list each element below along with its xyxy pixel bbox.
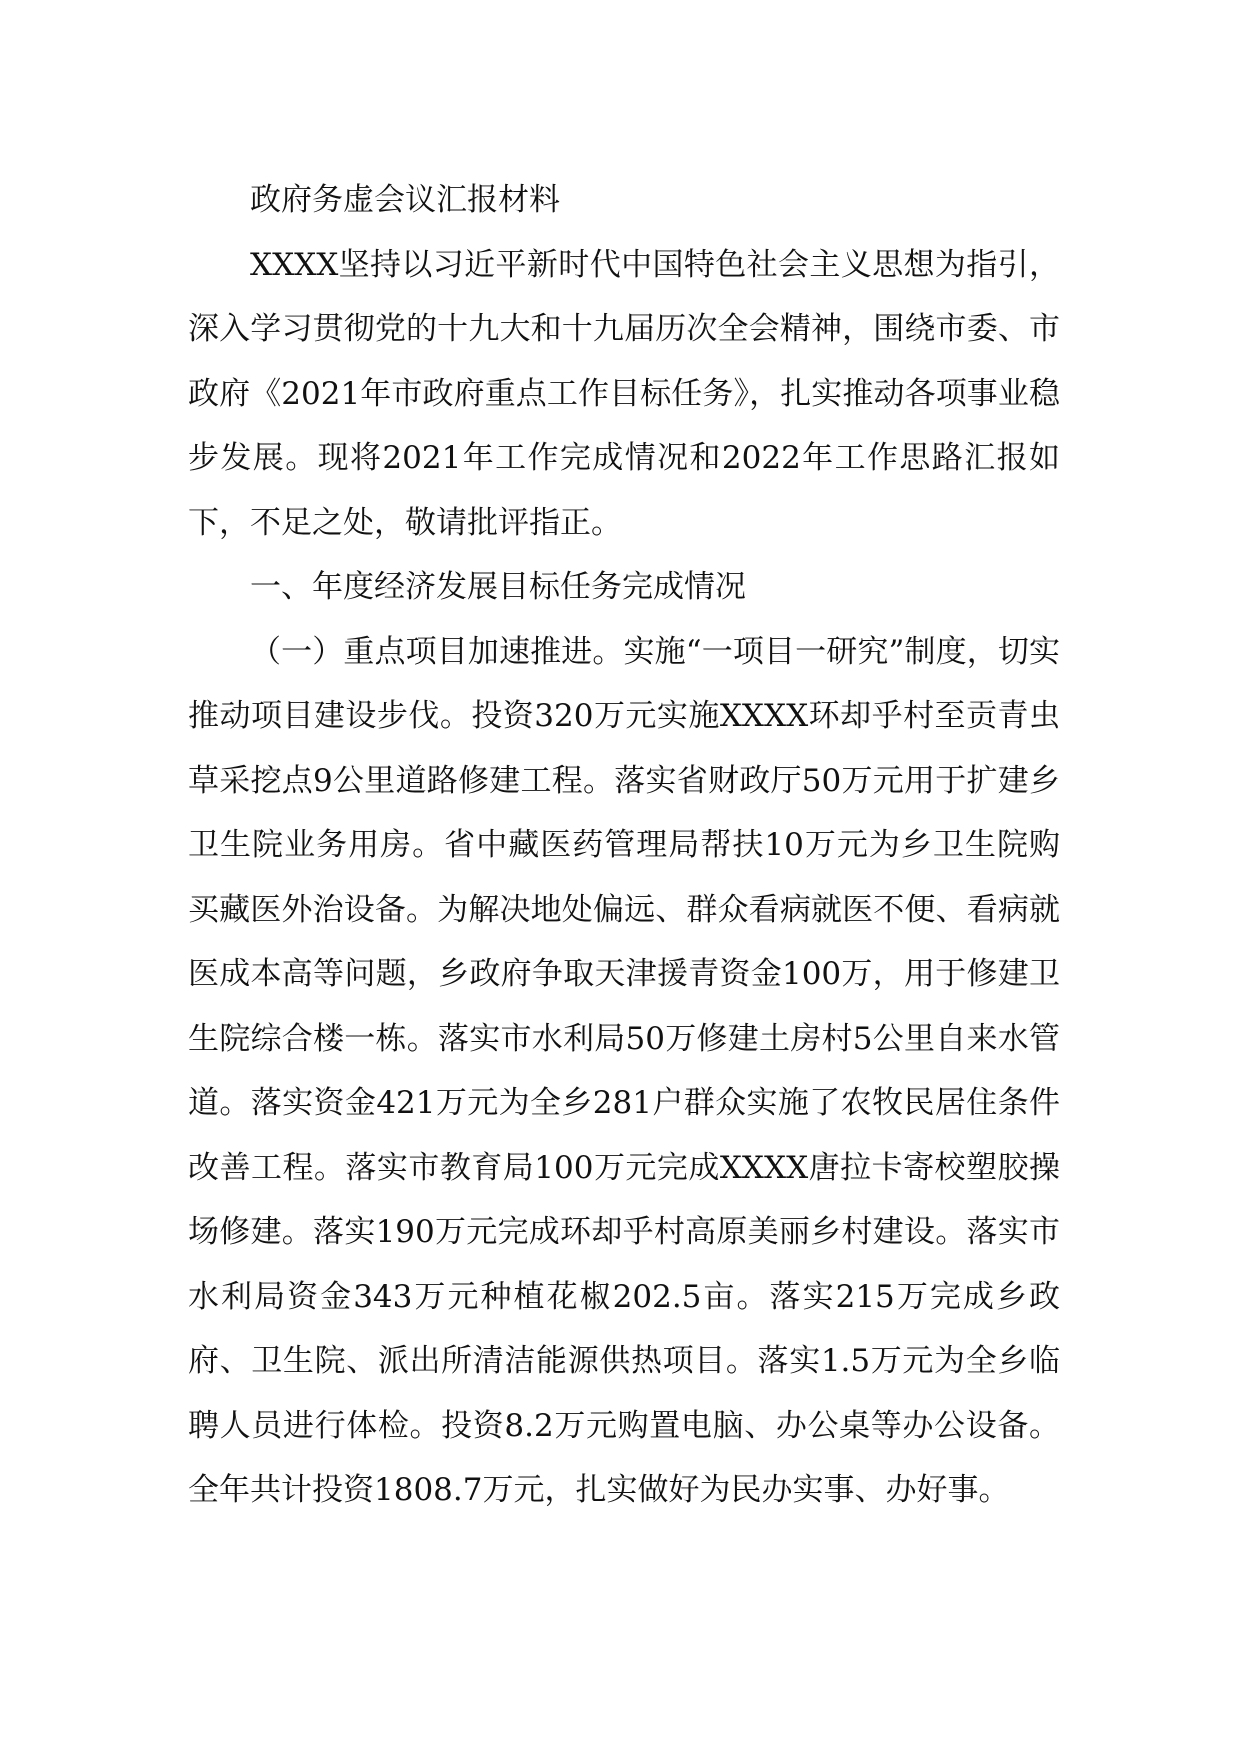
document-body [188,168,1060,1523]
section-heading: 一、年度经济发展目标任务完成情况 [250,569,746,605]
paragraph-key-projects: （一）重点项目加速推进。实施“一项目一研究”制度，切实推动项目建设步伐。投资320万元实施XXXX环却乎村至贡青虫草采挖点9公里道路修建工程。落实省财政厅50万元用于扩建乡卫生院业务用房。省中藏医药管理局帮扶10万元为乡卫生院购买藏医外治设备。为解决地处偏远、群众看病就医不便、看病就医成本高等问题，乡政府争取天津援青资金100万，用于修建卫生院综合楼一栋。落实市水利局50万修建土房村5公里自来水管道。落实资金421万元为全乡281户群众实施了农牧民居住条件改善工程。落实市教育局100万元完成XXXX唐拉卡寄校塑胶操场修建。落实190万元完成环却乎村高原美丽乡村建设。落实市水利局资金343万元种植花椒202.5亩。落实215万完成乡政府、卫生院、派出所清洁能源供热项目。落实1.5万元为全乡临聘人员进行体检。投资8.2万元购置电脑、办公桌等办公设备。全年共计投资1808.7万元，扎实做好为民办实事、办好事。 [188,633,1060,1508]
document-title: 政府务虚会议汇报材料 [250,182,560,218]
paragraph-intro: XXXX坚持以习近平新时代中国特色社会主义思想为指引，深入学习贯彻党的十九大和十九届历次全会精神，围绕市委、市政府《2021年市政府重点工作目标任务》，扎实推动各项事业稳步发展。现将2021年工作完成情况和2022年工作思路汇报如下，不足之处，敬请批评指正。 [188,246,1060,541]
